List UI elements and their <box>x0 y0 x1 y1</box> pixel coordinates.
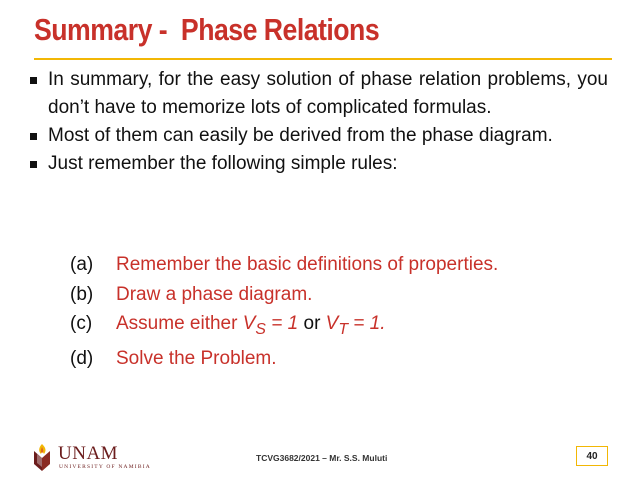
flame-book-icon <box>30 443 56 473</box>
rule-label: (d) <box>70 348 94 370</box>
rule-item-a <box>70 250 498 280</box>
or-text: or <box>298 313 326 334</box>
rule-text <box>116 309 386 344</box>
volume-symbol: V <box>242 313 256 334</box>
rule-text-prefix: Assume either <box>116 313 243 334</box>
bullet-text: Just remember the following simple rules: <box>48 153 398 174</box>
volume-symbol: V <box>325 313 339 334</box>
rule-text: Solve the Problem. <box>116 348 277 370</box>
rule-label: (b) <box>70 283 94 305</box>
bullet-list <box>30 66 608 178</box>
equals-one: = 1. <box>348 313 386 334</box>
bullet-text: In summary, for the easy solution of phase relation problems, you don’t have to memorize lots of complicated formulas. <box>48 69 608 118</box>
rule-text: Remember the basic definitions of properties. <box>116 254 499 275</box>
logo-wordmark: UNAM <box>58 443 119 464</box>
equals-one: = 1 <box>265 313 299 334</box>
rule-item-b <box>70 280 498 310</box>
square-bullet-icon <box>30 133 37 140</box>
unam-logo <box>30 443 170 473</box>
rule-text: Draw a phase diagram. <box>116 283 313 305</box>
footer-text: TCVG3682/2021 – Mr. S.S. Muluti <box>256 453 388 463</box>
title-divider <box>34 58 612 60</box>
logo-subtitle: UNIVERSITY OF NAMIBIA <box>59 464 151 470</box>
bullet-item <box>30 150 608 178</box>
page-number: 40 <box>576 446 608 466</box>
solids-subscript: S <box>255 320 266 338</box>
square-bullet-icon <box>30 161 37 168</box>
rule-item-d <box>70 344 498 374</box>
rule-item-c <box>70 309 498 344</box>
rule-label: (c) <box>70 313 93 334</box>
rule-label: (a) <box>70 254 94 275</box>
bullet-item <box>30 66 608 122</box>
bullet-text: Most of them can easily be derived from the phase diagram. <box>48 125 553 146</box>
bullet-item <box>30 122 608 150</box>
rules-list <box>70 250 498 374</box>
slide-title: Summary - Phase Relations <box>34 12 380 47</box>
total-subscript: T <box>338 320 349 338</box>
square-bullet-icon <box>30 77 37 84</box>
